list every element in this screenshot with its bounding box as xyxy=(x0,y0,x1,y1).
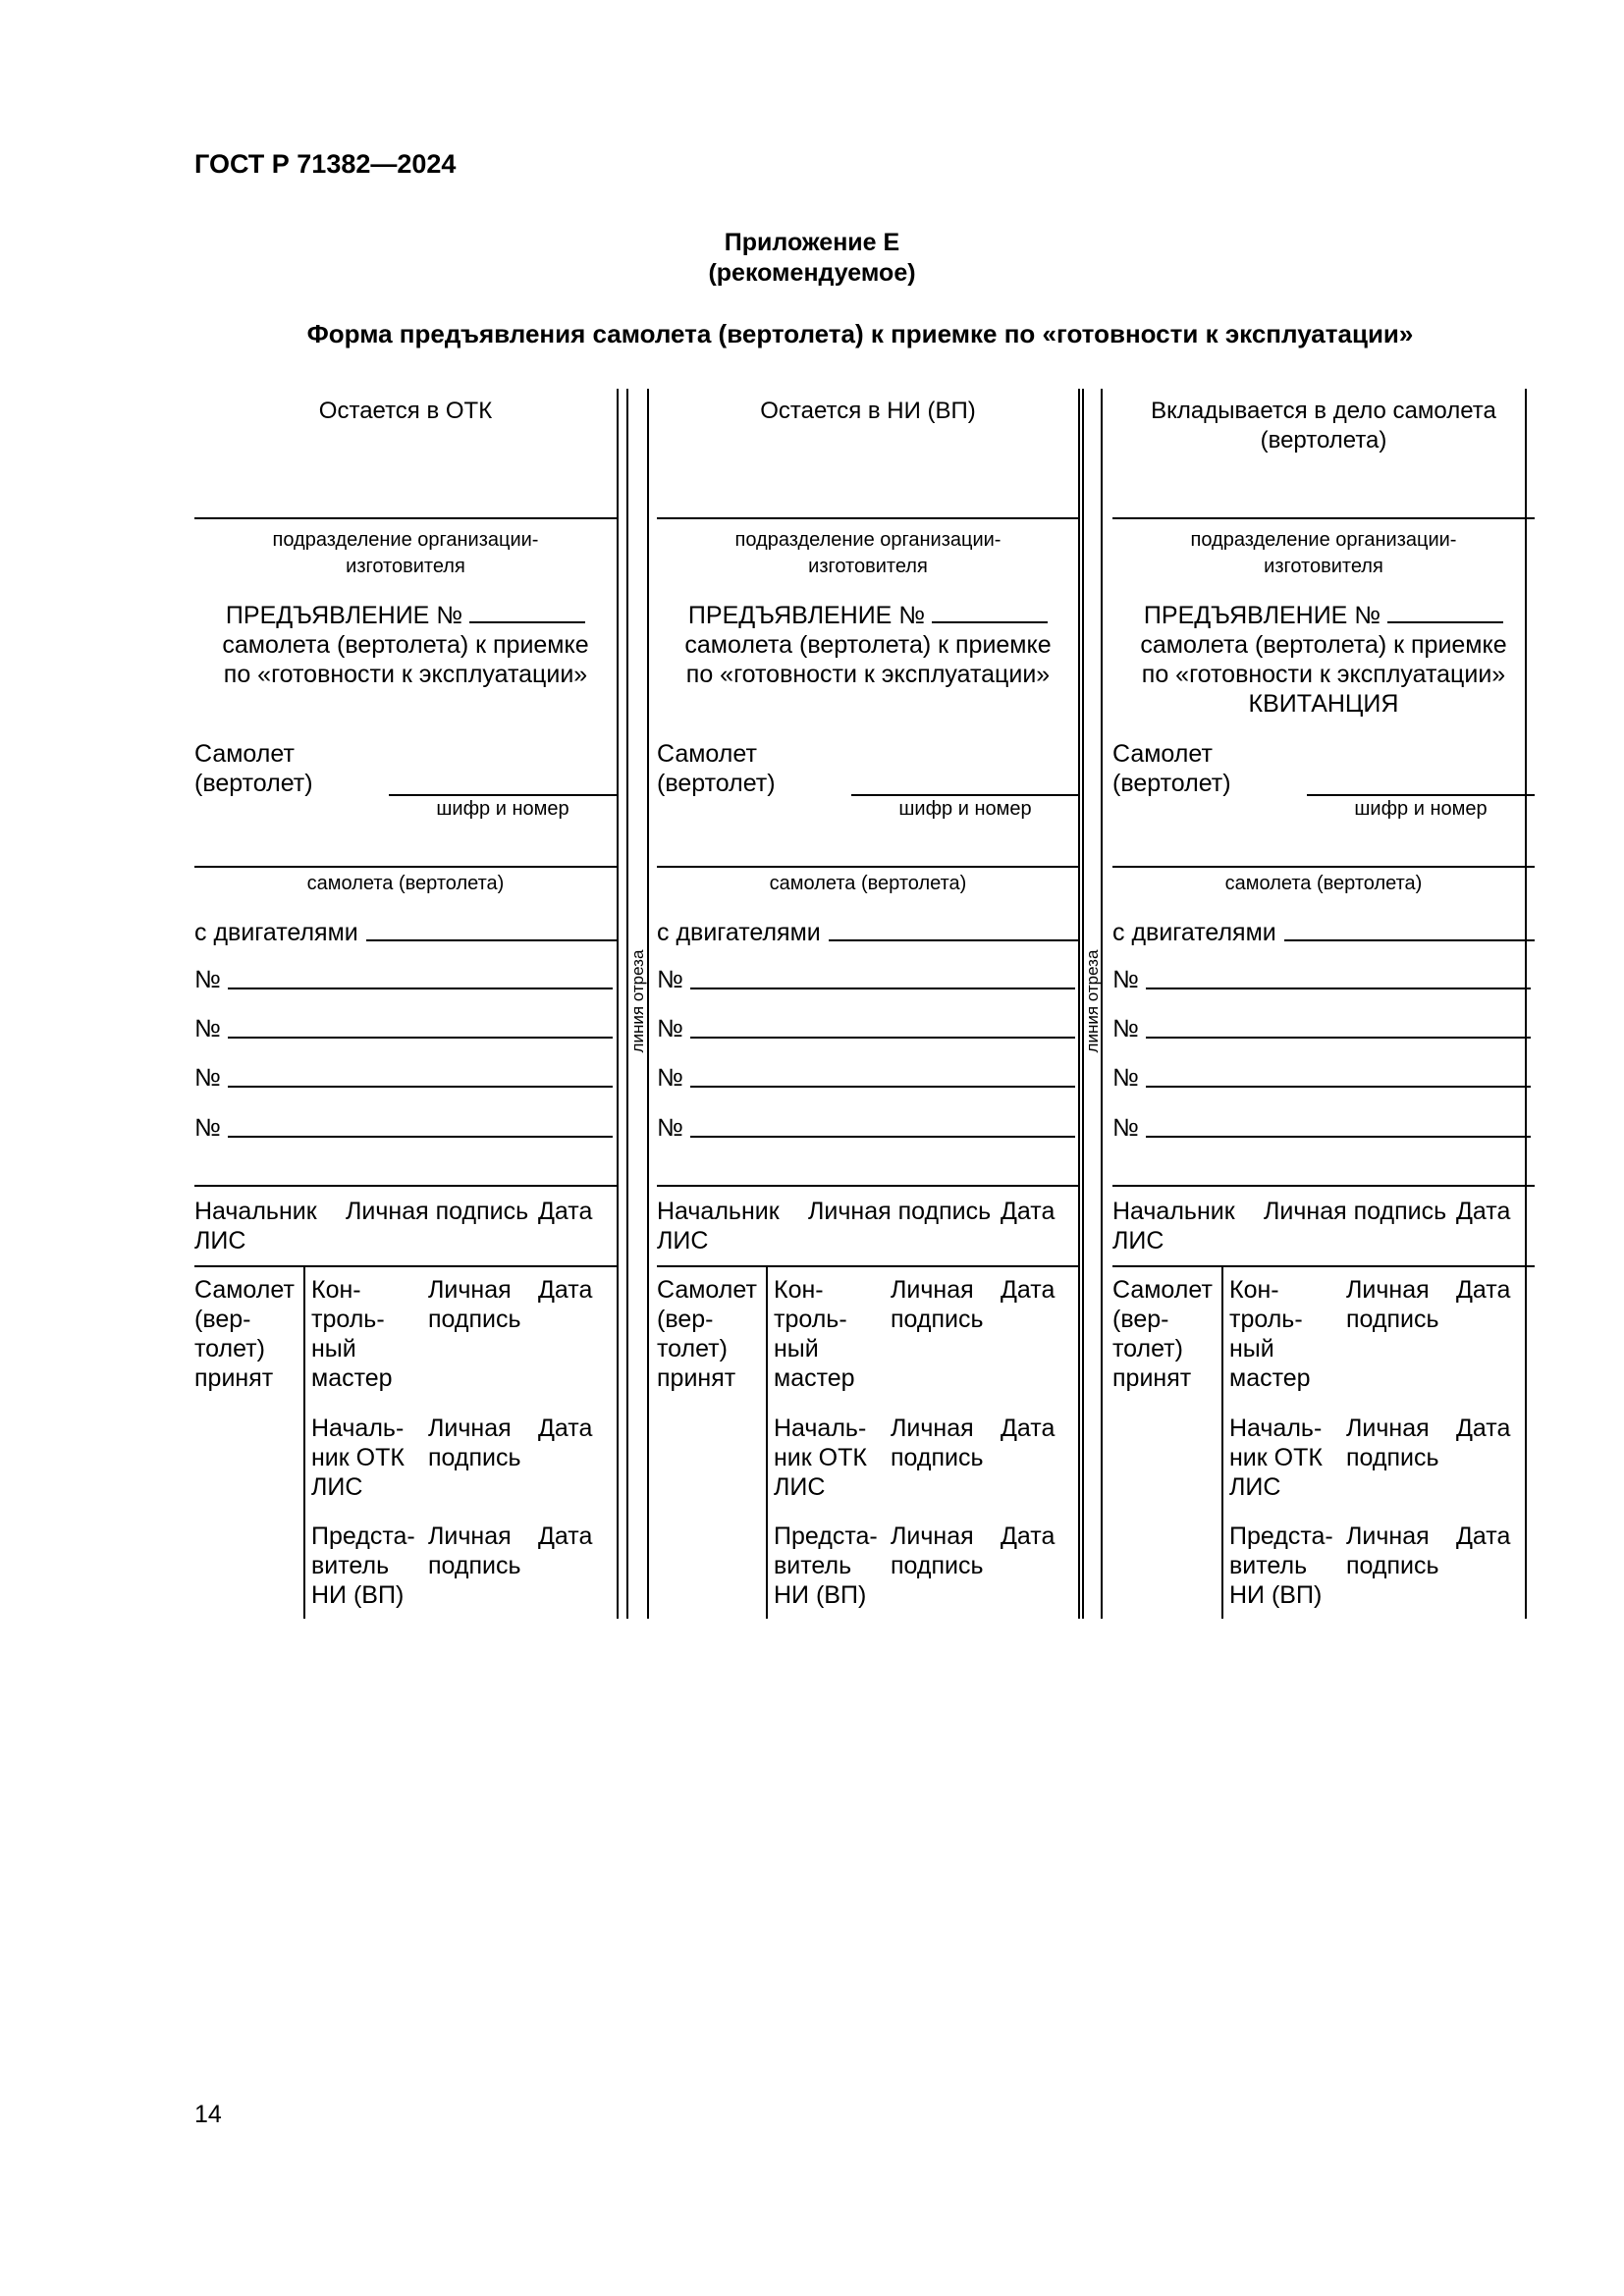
representative-label xyxy=(1229,1522,1333,1610)
controller-date-label: Дата xyxy=(1456,1276,1511,1304)
engine-number-label: № xyxy=(657,966,683,993)
representative-label xyxy=(774,1522,878,1610)
unit-caption-line: изготовителя xyxy=(808,556,928,577)
aircraft-label-line: Самолет xyxy=(194,740,295,768)
presentation-block xyxy=(657,601,1079,689)
engines-field[interactable] xyxy=(829,939,1079,941)
annex-title: Приложение Е xyxy=(724,229,900,256)
chief-label xyxy=(657,1197,780,1255)
representative-date-label: Дата xyxy=(538,1522,593,1550)
unit-field[interactable] xyxy=(657,517,1079,519)
chief-label-line: Начальник xyxy=(657,1198,780,1225)
cut-line-label-1: линия отреза xyxy=(628,949,647,1053)
aircraft-type-field[interactable] xyxy=(657,866,1079,868)
otk-chief-label-line: Началь- xyxy=(311,1415,405,1442)
stub-1-left-border xyxy=(617,389,619,1619)
representative-label xyxy=(311,1522,415,1610)
accepted-divider xyxy=(657,1265,1079,1267)
unit-caption-line: подразделение организации- xyxy=(734,529,1001,551)
engines-label: с двигателями xyxy=(1112,919,1276,946)
code-caption: шифр и номер xyxy=(898,798,1032,820)
controller-label xyxy=(311,1275,393,1393)
aircraft-caption: самолета (вертолета) xyxy=(306,873,505,894)
engine-number-field[interactable] xyxy=(1146,988,1531,989)
accepted-label-line: принят xyxy=(194,1364,274,1392)
controller-label-line: Кон- xyxy=(774,1276,824,1304)
engine-number-field[interactable] xyxy=(690,988,1075,989)
engines-row xyxy=(657,918,1079,947)
accepted-label-line: Самолет xyxy=(1112,1276,1213,1304)
chief-signature-field[interactable] xyxy=(194,1185,617,1187)
accepted-column-divider xyxy=(1221,1265,1223,1619)
controller-label-line: ный xyxy=(1229,1335,1274,1362)
aircraft-label-line: (вертолет) xyxy=(1112,770,1231,797)
personal-signature-line: подпись xyxy=(428,1552,521,1579)
accepted-label-line: Самолет xyxy=(657,1276,757,1304)
engine-number-label: № xyxy=(1112,1114,1139,1142)
engines-label: с двигателями xyxy=(194,919,358,946)
code-caption: шифр и номер xyxy=(436,798,569,820)
representative-label-line: Предста- xyxy=(311,1522,415,1550)
chief-label-line: ЛИС xyxy=(194,1227,246,1255)
aircraft-type-field[interactable] xyxy=(194,866,617,868)
otk-chief-label-line: Началь- xyxy=(1229,1415,1323,1442)
engine-number-field[interactable] xyxy=(690,1037,1075,1039)
presentation-block xyxy=(1112,601,1535,719)
accepted-label-line: (вер- xyxy=(657,1306,714,1333)
controller-label-line: троль- xyxy=(311,1306,385,1333)
presentation-block xyxy=(194,601,617,689)
otk-chief-label-line: ЛИС xyxy=(1229,1473,1281,1501)
otk-chief-label-line: ник ОТК xyxy=(774,1444,867,1471)
aircraft-label-line: (вертолет) xyxy=(194,770,313,797)
aircraft-type-field[interactable] xyxy=(1112,866,1535,868)
personal-signature-line: подпись xyxy=(1346,1444,1439,1471)
personal-signature-line: Личная xyxy=(428,1522,512,1550)
aircraft-label xyxy=(1112,739,1231,798)
engine-number-label: № xyxy=(1112,1015,1139,1042)
engine-number-field[interactable] xyxy=(690,1136,1075,1138)
controller-label-line: ный xyxy=(311,1335,356,1362)
accepted-label xyxy=(657,1275,757,1393)
receipt-stub-1 xyxy=(194,0,617,2296)
receipt-stub-3 xyxy=(1112,0,1535,2296)
aircraft-label xyxy=(657,739,776,798)
destination-line: Вкладывается в дело самолета xyxy=(1151,398,1496,424)
presentation-number-field[interactable] xyxy=(1387,602,1503,623)
accepted-label-line: принят xyxy=(657,1364,736,1392)
otk-chief-date-label: Дата xyxy=(538,1415,593,1442)
chief-signature-field[interactable] xyxy=(657,1185,1079,1187)
receipt-stub-2 xyxy=(657,0,1079,2296)
otk-chief-date-label: Дата xyxy=(1001,1415,1056,1442)
engine-number-field[interactable] xyxy=(1146,1037,1531,1039)
otk-chief-label xyxy=(774,1414,867,1502)
unit-caption xyxy=(194,527,617,580)
otk-chief-label xyxy=(311,1414,405,1502)
controller-date-label: Дата xyxy=(538,1276,593,1304)
annex-status: (рекомендуемое) xyxy=(708,259,916,287)
signature-label: Личная подпись xyxy=(346,1198,529,1225)
engine-number-field[interactable] xyxy=(1146,1136,1531,1138)
personal-signature-line: подпись xyxy=(891,1306,984,1333)
form-title: Форма предъявления самолета (вертолета) к приемке по «готовности к эксплуатации» xyxy=(306,319,1414,348)
accepted-column-divider xyxy=(303,1265,305,1619)
engine-number-field[interactable] xyxy=(228,1086,613,1088)
accepted-label-line: (вер- xyxy=(194,1306,251,1333)
engines-row xyxy=(194,918,617,947)
document-code: ГОСТ Р 71382—2024 xyxy=(194,149,457,179)
controller-label xyxy=(1229,1275,1311,1393)
accepted-label-line: толет) xyxy=(1112,1335,1183,1362)
accepted-label-line: принят xyxy=(1112,1364,1192,1392)
controller-signature-label xyxy=(1346,1275,1439,1334)
receipt-label: КВИТАНЦИЯ xyxy=(1248,690,1399,718)
presentation-label: ПРЕДЪЯВЛЕНИЕ № xyxy=(225,602,463,629)
representative-date-label: Дата xyxy=(1456,1522,1511,1550)
destination-line: (вертолета) xyxy=(1260,427,1387,454)
representative-label-line: витель xyxy=(1229,1552,1308,1579)
accepted-label xyxy=(1112,1275,1213,1393)
chief-label-line: Начальник xyxy=(1112,1198,1235,1225)
representative-label-line: НИ (ВП) xyxy=(311,1581,405,1609)
presentation-title xyxy=(1112,601,1535,630)
controller-label-line: троль- xyxy=(1229,1306,1303,1333)
unit-field[interactable] xyxy=(194,517,617,519)
aircraft-caption: самолета (вертолета) xyxy=(1224,873,1423,894)
chief-label xyxy=(194,1197,317,1255)
accepted-label-line: толет) xyxy=(194,1335,265,1362)
presentation-line: самолета (вертолета) к приемке xyxy=(684,631,1052,659)
presentation-number-field[interactable] xyxy=(932,602,1048,623)
personal-signature-line: Личная xyxy=(891,1276,974,1304)
representative-label-line: НИ (ВП) xyxy=(1229,1581,1323,1609)
personal-signature-line: Личная xyxy=(891,1415,974,1442)
otk-chief-label xyxy=(1229,1414,1323,1502)
unit-caption-line: подразделение организации- xyxy=(272,529,539,551)
chief-label xyxy=(1112,1197,1235,1255)
aircraft-label-line: Самолет xyxy=(657,740,757,768)
engine-number-label: № xyxy=(1112,966,1139,993)
otk-chief-signature-label xyxy=(428,1414,521,1472)
controller-label-line: мастер xyxy=(311,1364,393,1392)
otk-chief-date-label: Дата xyxy=(1456,1415,1511,1442)
controller-label-line: Кон- xyxy=(311,1276,361,1304)
otk-chief-label-line: ЛИС xyxy=(311,1473,363,1501)
controller-label-line: Кон- xyxy=(1229,1276,1279,1304)
personal-signature-line: Личная xyxy=(428,1415,512,1442)
otk-chief-label-line: Началь- xyxy=(774,1415,867,1442)
accepted-column-divider xyxy=(766,1265,768,1619)
presentation-line: самолета (вертолета) к приемке xyxy=(1140,631,1507,659)
unit-caption-line: подразделение организации- xyxy=(1190,529,1457,551)
aircraft-label-line: (вертолет) xyxy=(657,770,776,797)
representative-signature-label xyxy=(891,1522,984,1580)
date-label: Дата xyxy=(538,1198,593,1225)
personal-signature-line: подпись xyxy=(1346,1306,1439,1333)
presentation-line: по «готовности к эксплуатации» xyxy=(685,661,1051,688)
accepted-divider xyxy=(1112,1265,1535,1267)
representative-label-line: витель xyxy=(774,1552,852,1579)
personal-signature-line: Личная xyxy=(1346,1276,1430,1304)
engine-number-field[interactable] xyxy=(228,1037,613,1039)
representative-label-line: Предста- xyxy=(1229,1522,1333,1550)
controller-label-line: мастер xyxy=(774,1364,855,1392)
engine-number-field[interactable] xyxy=(228,1136,613,1138)
unit-field[interactable] xyxy=(1112,517,1535,519)
engine-number-label: № xyxy=(194,966,221,993)
date-label: Дата xyxy=(1001,1198,1056,1225)
accepted-label-line: (вер- xyxy=(1112,1306,1169,1333)
unit-caption xyxy=(1112,527,1535,580)
presentation-label: ПРЕДЪЯВЛЕНИЕ № xyxy=(687,602,926,629)
representative-label-line: НИ (ВП) xyxy=(774,1581,867,1609)
personal-signature-line: Личная xyxy=(1346,1415,1430,1442)
controller-label xyxy=(774,1275,855,1393)
engine-number-label: № xyxy=(1112,1064,1139,1092)
destination-caption xyxy=(657,397,1079,426)
controller-signature-label xyxy=(428,1275,521,1334)
presentation-label: ПРЕДЪЯВЛЕНИЕ № xyxy=(1143,602,1381,629)
aircraft-label xyxy=(194,739,313,798)
presentation-title xyxy=(657,601,1079,630)
personal-signature-line: подпись xyxy=(428,1306,521,1333)
controller-label-line: ный xyxy=(774,1335,819,1362)
engine-number-label: № xyxy=(194,1114,221,1142)
chief-label-line: ЛИС xyxy=(1112,1227,1164,1255)
engine-number-label: № xyxy=(657,1015,683,1042)
presentation-line: по «готовности к эксплуатации» xyxy=(223,661,588,688)
destination-line: Остается в ОТК xyxy=(318,398,493,424)
chief-signature-field[interactable] xyxy=(1112,1185,1535,1187)
representative-label-line: витель xyxy=(311,1552,390,1579)
chief-label-line: ЛИС xyxy=(657,1227,709,1255)
controller-signature-label xyxy=(891,1275,984,1334)
destination-line: Остается в НИ (ВП) xyxy=(760,398,976,424)
accepted-label-line: Самолет xyxy=(194,1276,295,1304)
personal-signature-line: Личная xyxy=(1346,1522,1430,1550)
personal-signature-line: подпись xyxy=(1346,1552,1439,1579)
presentation-title xyxy=(194,601,617,630)
representative-signature-label xyxy=(428,1522,521,1580)
personal-signature-line: подпись xyxy=(891,1444,984,1471)
chief-label-line: Начальник xyxy=(194,1198,317,1225)
otk-chief-label-line: ЛИС xyxy=(774,1473,826,1501)
presentation-number-field[interactable] xyxy=(469,602,585,623)
personal-signature-line: подпись xyxy=(891,1552,984,1579)
accepted-label-line: толет) xyxy=(657,1335,728,1362)
otk-chief-label-line: ник ОТК xyxy=(311,1444,405,1471)
signature-label: Личная подпись xyxy=(1264,1198,1447,1225)
signature-label: Личная подпись xyxy=(808,1198,992,1225)
personal-signature-line: подпись xyxy=(428,1444,521,1471)
engine-number-field[interactable] xyxy=(1146,1086,1531,1088)
engine-number-label: № xyxy=(194,1064,221,1092)
representative-label-line: Предста- xyxy=(774,1522,878,1550)
controller-date-label: Дата xyxy=(1001,1276,1056,1304)
cut-line-label-2: линия отреза xyxy=(1083,949,1102,1053)
otk-chief-signature-label xyxy=(1346,1414,1439,1472)
otk-chief-label-line: ник ОТК xyxy=(1229,1444,1323,1471)
accepted-divider xyxy=(194,1265,617,1267)
presentation-line: самолета (вертолета) к приемке xyxy=(222,631,589,659)
engine-number-field[interactable] xyxy=(228,988,613,989)
engines-field[interactable] xyxy=(1284,939,1535,941)
unit-caption xyxy=(657,527,1079,580)
personal-signature-line: Личная xyxy=(891,1522,974,1550)
accepted-label xyxy=(194,1275,295,1393)
engine-number-label: № xyxy=(657,1114,683,1142)
engines-label: с двигателями xyxy=(657,919,821,946)
engine-number-label: № xyxy=(194,1015,221,1042)
code-caption: шифр и номер xyxy=(1354,798,1488,820)
presentation-line: по «готовности к эксплуатации» xyxy=(1141,661,1506,688)
destination-caption xyxy=(194,397,617,426)
otk-chief-signature-label xyxy=(891,1414,984,1472)
controller-label-line: троль- xyxy=(774,1306,847,1333)
engine-number-label: № xyxy=(657,1064,683,1092)
date-label: Дата xyxy=(1456,1198,1511,1225)
aircraft-label-line: Самолет xyxy=(1112,740,1213,768)
personal-signature-line: Личная xyxy=(428,1276,512,1304)
representative-signature-label xyxy=(1346,1522,1439,1580)
destination-caption xyxy=(1112,397,1535,455)
representative-date-label: Дата xyxy=(1001,1522,1056,1550)
page-number: 14 xyxy=(194,2101,222,2128)
aircraft-caption: самолета (вертолета) xyxy=(769,873,967,894)
engines-row xyxy=(1112,918,1535,947)
engines-field[interactable] xyxy=(366,939,617,941)
controller-label-line: мастер xyxy=(1229,1364,1311,1392)
unit-caption-line: изготовителя xyxy=(1264,556,1383,577)
unit-caption-line: изготовителя xyxy=(346,556,465,577)
engine-number-field[interactable] xyxy=(690,1086,1075,1088)
